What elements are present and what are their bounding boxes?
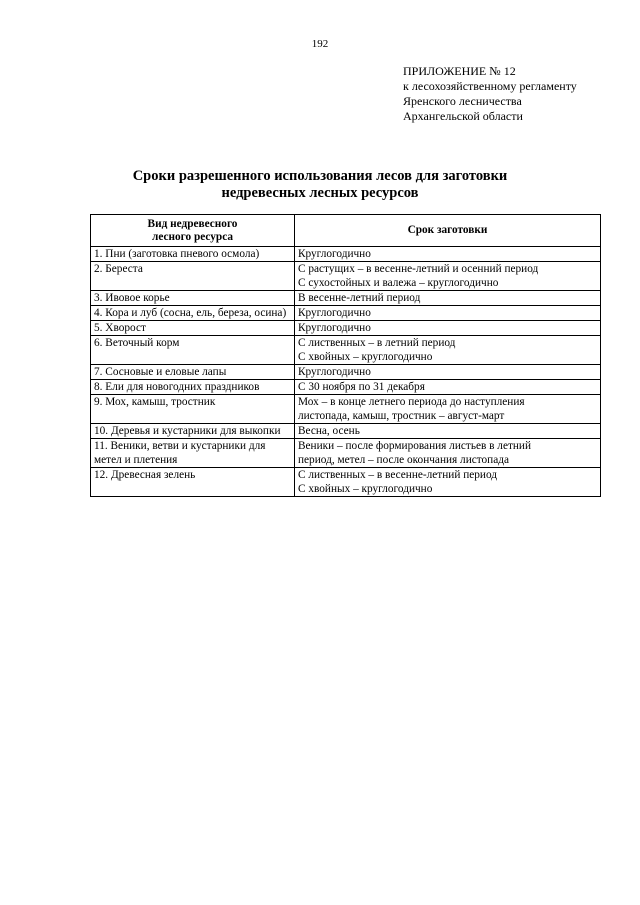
resource-cell: 7. Сосновые и еловые лапы (91, 365, 295, 380)
resource-cell: 11. Веники, ветви и кустарники для метел и плетения (91, 439, 295, 468)
resource-cell: 6. Веточный корм (91, 336, 295, 365)
resource-cell: 3. Ивовое корье (91, 291, 295, 306)
term-cell: Круглогодично (295, 247, 601, 262)
term-cell: Веники – после формирования листьев в летний период, метел – после окончания листопада (295, 439, 601, 468)
term-cell: С 30 ноября по 31 декабря (295, 380, 601, 395)
header-harvest-term: Срок заготовки (295, 215, 601, 247)
appendix-line: Яренского лесничества (403, 94, 522, 108)
appendix-header (403, 64, 577, 124)
table-row (91, 380, 601, 395)
term-cell: Мох – в конце летнего периода до наступления листопада, камыш, тростник – август-март (295, 395, 601, 424)
resource-cell: 5. Хворост (91, 321, 295, 336)
table-row (91, 291, 601, 306)
resource-cell: 8. Ели для новогодних праздников (91, 380, 295, 395)
table-row (91, 336, 601, 365)
document-title-line: недревесных лесных ресурсов (221, 185, 419, 201)
table-header-row (91, 215, 601, 247)
term-cell: С лиственных – в весенне-летний период С хвойных – круглогодично (295, 468, 601, 497)
table-row (91, 395, 601, 424)
resource-cell: 1. Пни (заготовка пневого осмола) (91, 247, 295, 262)
document-title (90, 168, 550, 202)
resource-cell: 2. Береста (91, 262, 295, 291)
table-row (91, 306, 601, 321)
term-cell: Круглогодично (295, 365, 601, 380)
term-cell: С лиственных – в летний период С хвойных – круглогодично (295, 336, 601, 365)
table-row (91, 439, 601, 468)
term-cell: В весенне-летний период (295, 291, 601, 306)
term-cell: Круглогодично (295, 306, 601, 321)
header-resource-type: Вид недревесного лесного ресурса (91, 215, 295, 247)
resource-cell: 12. Древесная зелень (91, 468, 295, 497)
term-cell: Весна, осень (295, 424, 601, 439)
harvest-terms-table (90, 214, 601, 497)
table-row (91, 247, 601, 262)
resource-cell: 10. Деревья и кустарники для выкопки (91, 424, 295, 439)
table-row (91, 321, 601, 336)
document-title-line: Сроки разрешенного использования лесов для заготовки (132, 168, 508, 184)
appendix-line: Архангельской области (403, 109, 523, 123)
resource-cell: 4. Кора и луб (сосна, ель, береза, осина) (91, 306, 295, 321)
term-cell: С растущих – в весенне-летний и осенний период С сухостойных и валежа – круглогодично (295, 262, 601, 291)
table-row (91, 424, 601, 439)
page-number: 192 (311, 38, 329, 50)
table-row (91, 468, 601, 497)
term-cell: Круглогодично (295, 321, 601, 336)
appendix-line: к лесохозяйственному регламенту (403, 79, 577, 93)
table-row (91, 262, 601, 291)
resource-cell: 9. Мох, камыш, тростник (91, 395, 295, 424)
table-row (91, 365, 601, 380)
appendix-title: ПРИЛОЖЕНИЕ № 12 (403, 64, 516, 78)
